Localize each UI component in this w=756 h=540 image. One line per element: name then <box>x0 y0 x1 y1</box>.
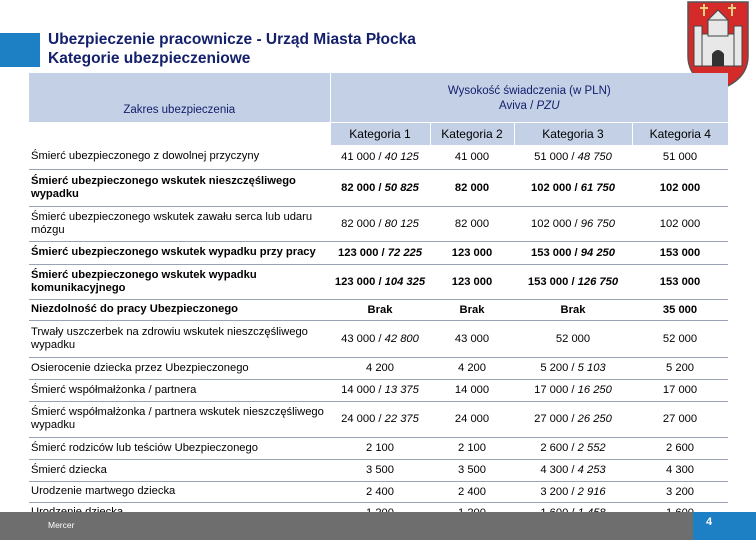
row-label: Śmierć ubezpieczonego z dowolnej przyczyny <box>29 145 330 169</box>
kategoria-3-value-pzu: 26 250 <box>577 413 612 425</box>
kategoria-1-value-pzu: 104 325 <box>384 275 426 288</box>
kategoria-3-value <box>514 206 632 241</box>
wysokosc-header <box>330 73 728 123</box>
footer-bar <box>0 512 693 540</box>
kategoria-3-value <box>514 169 632 206</box>
kategoria-3-value-pzu: 48 750 <box>577 150 612 163</box>
kategoria-2-value <box>430 264 514 299</box>
kategoria-3-value-aviva: 3 200 / <box>540 485 578 498</box>
kategoria-3-value-pzu: 16 250 <box>577 384 612 396</box>
kategoria-3-value <box>514 459 632 481</box>
kategoria-1-value-aviva: 123 000 / <box>338 246 388 259</box>
kategoria-1-value <box>330 459 430 481</box>
row-label: Osierocenie dziecka przez Ubezpieczonego <box>29 357 330 379</box>
kategoria-4-value-aviva: 17 000 <box>662 384 698 396</box>
table-row <box>29 379 728 401</box>
kategoria-1-value-aviva: 4 200 <box>366 362 394 374</box>
kategoria-2-value <box>430 299 514 320</box>
row-label: Śmierć rodziców lub teściów Ubezpieczonego <box>29 437 330 459</box>
kategoria-1-value <box>330 145 430 169</box>
table-row <box>29 437 728 459</box>
insurance-table <box>29 73 728 524</box>
kategoria-3-value <box>514 241 632 264</box>
kategoria-4-value-aviva: 35 000 <box>662 303 698 316</box>
kategoria-3-value-aviva: 153 000 / <box>527 275 578 288</box>
kategoria-2-value-aviva: 2 400 <box>458 485 486 498</box>
kategoria-2-value-aviva: 3 500 <box>458 464 486 476</box>
kategoria-1-value-aviva: 41 000 / <box>341 150 385 163</box>
kategoria-3-value-aviva: 102 000 / <box>531 217 581 230</box>
kategoria-1-value <box>330 206 430 241</box>
category-1-header: Kategoria 1 <box>330 123 430 146</box>
kategoria-1-value-aviva: 3 500 <box>366 464 394 476</box>
kategoria-2-value <box>430 320 514 357</box>
kategoria-4-value <box>632 401 728 437</box>
row-label: Śmierć współmałżonka / partnera <box>29 379 330 401</box>
kategoria-1-value-pzu: 22 375 <box>384 413 419 425</box>
blank-header-cell <box>29 123 330 146</box>
kategoria-2-value-aviva: 82 000 <box>454 217 490 230</box>
kategoria-4-value-aviva: 4 300 <box>666 464 695 476</box>
kategoria-3-value-aviva: 17 000 / <box>534 384 578 396</box>
kategoria-4-value <box>632 264 728 299</box>
kategoria-1-value <box>330 169 430 206</box>
kategoria-2-value <box>430 169 514 206</box>
kategoria-4-value <box>632 299 728 320</box>
kategoria-3-value-pzu: 2 916 <box>577 485 606 498</box>
wysokosc-pzu: PZU <box>536 99 560 112</box>
kategoria-4-value <box>632 437 728 459</box>
kategoria-3-value-aviva: 2 600 / <box>540 442 578 454</box>
category-2-header: Kategoria 2 <box>430 123 514 146</box>
kategoria-1-value <box>330 241 430 264</box>
title-line-1: Ubezpieczenie pracownicze - Urząd Miasta Płocka <box>48 31 416 48</box>
kategoria-4-value-aviva: 51 000 <box>662 150 698 163</box>
kategoria-3-value-pzu: 96 750 <box>580 217 615 230</box>
table-row <box>29 169 728 206</box>
page-title <box>48 30 416 68</box>
kategoria-2-value-aviva: 24 000 <box>454 413 490 425</box>
kategoria-2-value-aviva: 123 000 <box>451 246 493 259</box>
kategoria-1-value <box>330 437 430 459</box>
kategoria-3-value-aviva: 52 000 <box>555 332 591 345</box>
row-label: Niezdolność do pracy Ubezpieczonego <box>29 299 330 320</box>
kategoria-1-value-pzu: 42 800 <box>384 332 419 345</box>
row-label: Urodzenie martwego dziecka <box>29 481 330 502</box>
kategoria-2-value-aviva: 41 000 <box>454 150 490 163</box>
zakres-header: Zakres ubezpieczenia <box>29 73 330 123</box>
kategoria-4-value <box>632 357 728 379</box>
kategoria-1-value <box>330 264 430 299</box>
kategoria-2-value <box>430 379 514 401</box>
kategoria-3-value <box>514 264 632 299</box>
kategoria-3-value <box>514 145 632 169</box>
table-row <box>29 241 728 264</box>
kategoria-1-value-aviva: 82 000 / <box>341 181 385 194</box>
kategoria-4-value <box>632 379 728 401</box>
kategoria-1-value-aviva: 123 000 / <box>334 275 385 288</box>
kategoria-3-value-pzu: 61 750 <box>580 181 615 194</box>
kategoria-1-value-aviva: 43 000 / <box>341 332 385 345</box>
kategoria-3-value <box>514 357 632 379</box>
row-label: Trwały uszczerbek na zdrowiu wskutek nieszczęśliwego wypadku <box>29 320 330 357</box>
kategoria-2-value <box>430 459 514 481</box>
kategoria-3-value <box>514 401 632 437</box>
wysokosc-header-line-2 <box>331 99 729 114</box>
kategoria-4-value-aviva: 102 000 <box>659 181 701 194</box>
kategoria-2-value-aviva: 2 100 <box>458 442 486 454</box>
kategoria-4-value <box>632 169 728 206</box>
category-4-header: Kategoria 4 <box>632 123 728 146</box>
kategoria-3-value-aviva: 27 000 / <box>534 413 578 425</box>
kategoria-3-value-aviva: 102 000 / <box>531 181 581 194</box>
kategoria-3-value-aviva: 153 000 / <box>531 246 581 259</box>
kategoria-3-value-pzu: 2 552 <box>577 442 606 454</box>
kategoria-3-value <box>514 320 632 357</box>
kategoria-3-value-aviva: 5 200 / <box>540 362 578 374</box>
kategoria-3-value-aviva: 51 000 / <box>534 150 578 163</box>
kategoria-2-value <box>430 401 514 437</box>
kategoria-4-value-aviva: 153 000 <box>659 275 701 288</box>
row-label: Śmierć współmałżonka / partnera wskutek nieszczęśliwego wypadku <box>29 401 330 437</box>
kategoria-1-value-aviva: 2 100 <box>366 442 394 454</box>
kategoria-3-value-aviva: 4 300 / <box>540 464 578 476</box>
kategoria-4-value <box>632 481 728 502</box>
kategoria-2-value <box>430 357 514 379</box>
kategoria-2-value <box>430 241 514 264</box>
kategoria-1-value-aviva: 14 000 / <box>341 384 385 396</box>
kategoria-2-value-aviva: 123 000 <box>451 275 493 288</box>
row-label: Śmierć ubezpieczonego wskutek wypadku komunikacyjnego <box>29 264 330 299</box>
kategoria-1-value-aviva: Brak <box>367 303 393 316</box>
kategoria-3-value <box>514 481 632 502</box>
kategoria-1-value-pzu: 80 125 <box>384 217 419 230</box>
kategoria-4-value <box>632 320 728 357</box>
accent-bar <box>0 33 40 67</box>
category-header-row <box>29 123 728 146</box>
kategoria-3-value-aviva: Brak <box>560 303 586 316</box>
kategoria-2-value-aviva: Brak <box>459 303 485 316</box>
kategoria-3-value-pzu: 126 750 <box>577 275 619 288</box>
table-row <box>29 264 728 299</box>
kategoria-1-value <box>330 320 430 357</box>
kategoria-2-value-aviva: 4 200 <box>458 362 486 374</box>
kategoria-2-value-aviva: 43 000 <box>454 332 490 345</box>
kategoria-2-value <box>430 206 514 241</box>
kategoria-4-value-aviva: 27 000 <box>662 413 698 425</box>
page-number: 4 <box>705 516 713 528</box>
table-row <box>29 206 728 241</box>
kategoria-4-value-aviva: 52 000 <box>662 332 698 345</box>
company-name: Mercer <box>48 520 75 530</box>
kategoria-1-value <box>330 401 430 437</box>
table-header-row <box>29 73 728 123</box>
kategoria-1-value-pzu: 50 825 <box>384 181 419 194</box>
kategoria-2-value <box>430 145 514 169</box>
kategoria-1-value <box>330 299 430 320</box>
kategoria-4-value <box>632 206 728 241</box>
kategoria-2-value-aviva: 14 000 <box>454 384 490 396</box>
kategoria-1-value-aviva: 2 400 <box>366 485 394 498</box>
kategoria-4-value <box>632 145 728 169</box>
kategoria-3-value <box>514 299 632 320</box>
kategoria-3-value <box>514 437 632 459</box>
title-line-2: Kategorie ubezpieczeniowe <box>48 50 251 67</box>
row-label: Śmierć ubezpieczonego wskutek wypadku przy pracy <box>29 241 330 264</box>
kategoria-4-value-aviva: 153 000 <box>659 246 701 259</box>
table-row <box>29 459 728 481</box>
kategoria-4-value-aviva: 102 000 <box>659 217 701 230</box>
table-row <box>29 299 728 320</box>
kategoria-1-value-aviva: 24 000 / <box>341 413 385 425</box>
table-row <box>29 320 728 357</box>
table-row <box>29 357 728 379</box>
table-row <box>29 401 728 437</box>
row-label: Śmierć ubezpieczonego wskutek zawału serca lub udaru mózgu <box>29 206 330 241</box>
kategoria-2-value <box>430 481 514 502</box>
kategoria-1-value <box>330 379 430 401</box>
kategoria-3-value <box>514 379 632 401</box>
wysokosc-aviva: Aviva / <box>499 99 537 112</box>
kategoria-2-value-aviva: 82 000 <box>454 181 490 194</box>
table-row <box>29 481 728 502</box>
kategoria-4-value-aviva: 2 600 <box>666 442 695 454</box>
kategoria-3-value-pzu: 5 103 <box>577 362 606 374</box>
kategoria-1-value-aviva: 82 000 / <box>341 217 385 230</box>
kategoria-4-value <box>632 241 728 264</box>
row-label: Śmierć ubezpieczonego wskutek nieszczęśliwego wypadku <box>29 169 330 206</box>
kategoria-1-value <box>330 481 430 502</box>
kategoria-1-value <box>330 357 430 379</box>
kategoria-4-value <box>632 459 728 481</box>
table-body <box>29 145 728 523</box>
row-label: Śmierć dziecka <box>29 459 330 481</box>
kategoria-4-value-aviva: 5 200 <box>666 362 695 374</box>
kategoria-1-value-pzu: 40 125 <box>384 150 419 163</box>
kategoria-1-value-pzu: 72 225 <box>387 246 422 259</box>
kategoria-3-value-pzu: 4 253 <box>577 464 606 476</box>
kategoria-2-value <box>430 437 514 459</box>
table-row <box>29 145 728 169</box>
kategoria-1-value-pzu: 13 375 <box>384 384 419 396</box>
kategoria-3-value-pzu: 94 250 <box>580 246 615 259</box>
category-3-header: Kategoria 3 <box>514 123 632 146</box>
kategoria-4-value-aviva: 3 200 <box>666 485 695 498</box>
wysokosc-header-line-1: Wysokość świadczenia (w PLN) <box>447 84 611 97</box>
